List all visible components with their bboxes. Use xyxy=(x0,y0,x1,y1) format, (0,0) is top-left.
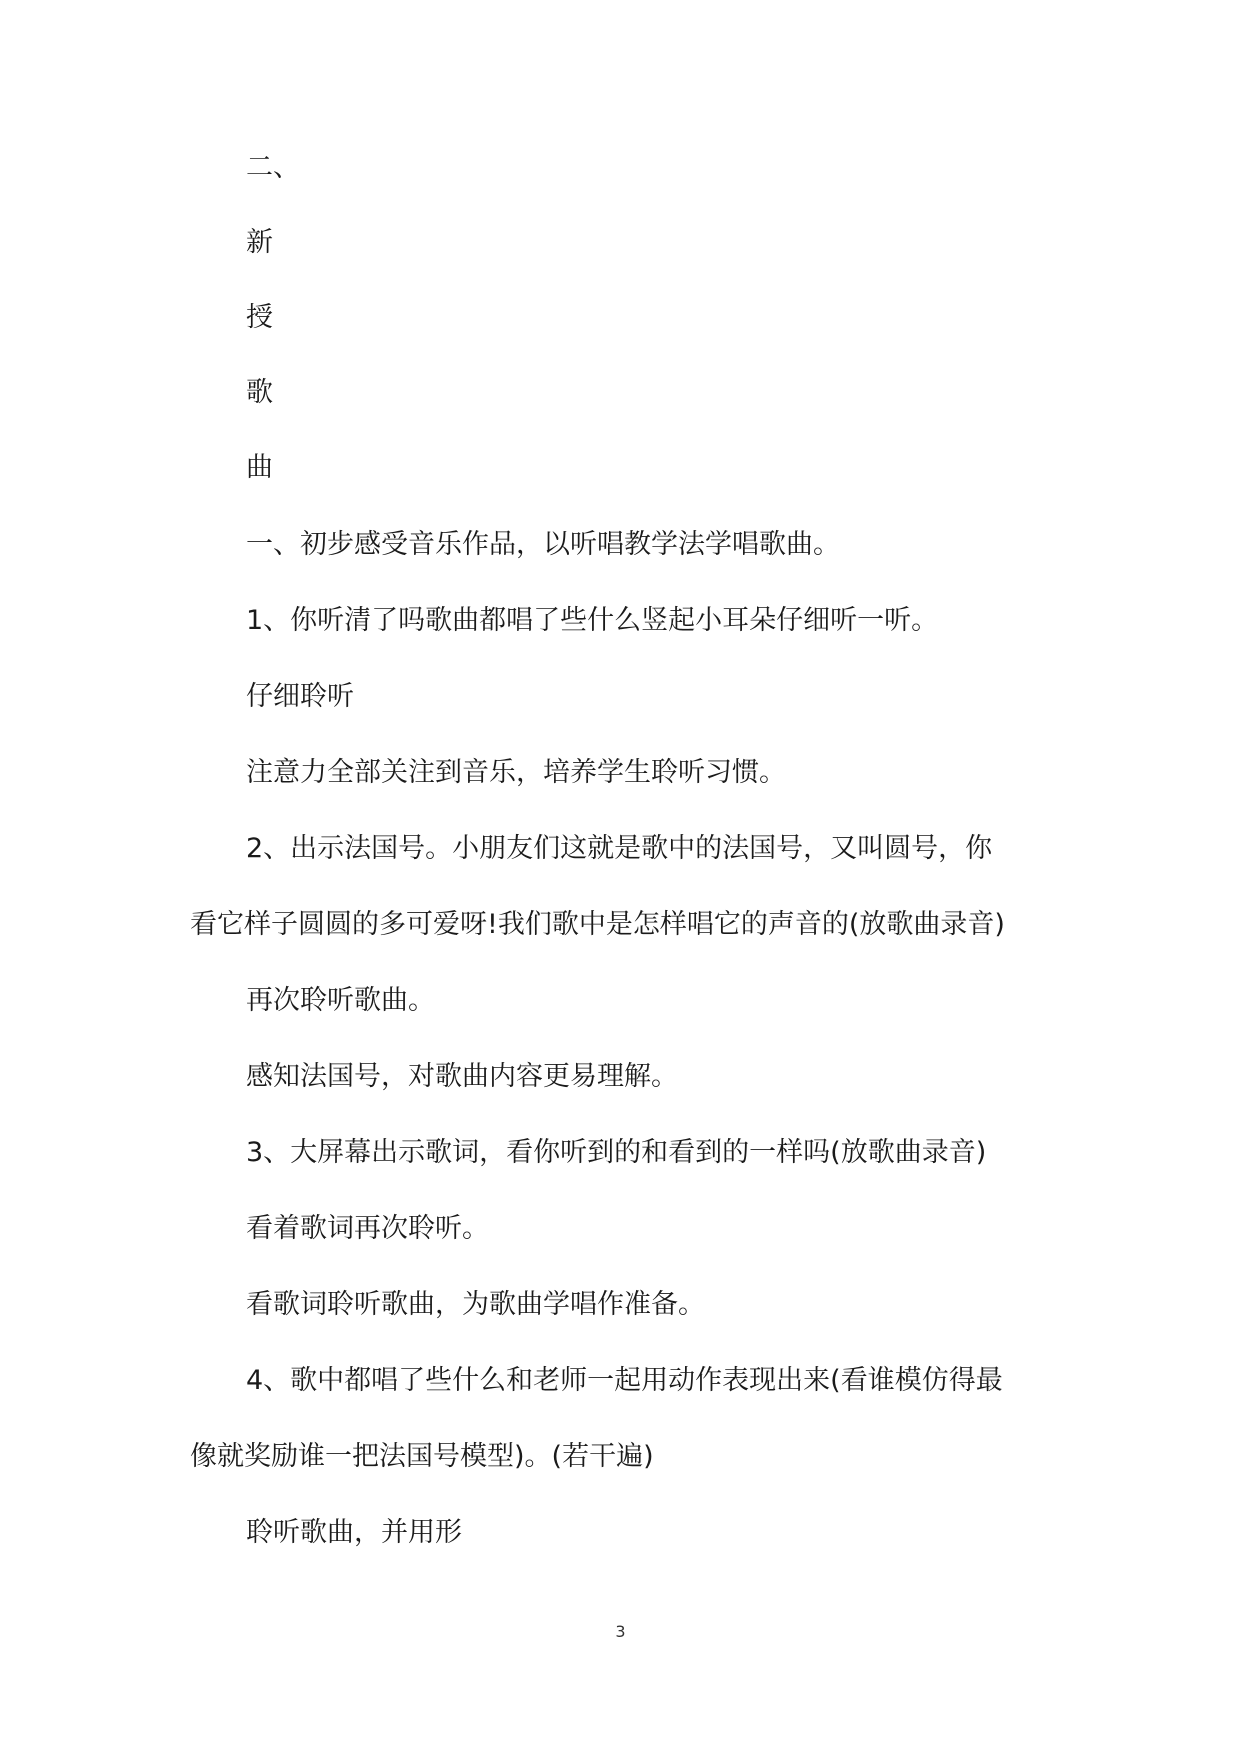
heading-char-xin: 新 xyxy=(246,227,273,258)
step-2-text: 2、出示法国号。小朋友们这就是歌中的法国号，又叫圆号，你 xyxy=(246,833,993,864)
step-1-activity: 仔细聆听 xyxy=(246,681,354,712)
step-3-activity: 看着歌词再次聆听。 xyxy=(246,1213,489,1244)
page-number: 3 xyxy=(615,1622,626,1641)
step-3-purpose: 看歌词聆听歌曲，为歌曲学唱作准备。 xyxy=(246,1289,705,1320)
step-2-activity: 再次聆听歌曲。 xyxy=(246,985,435,1016)
heading-char-shou: 授 xyxy=(246,302,273,333)
step-2-purpose: 感知法国号，对歌曲内容更易理解。 xyxy=(246,1061,678,1092)
heading-char-qu: 曲 xyxy=(246,452,273,483)
section-one-title: 一、初步感受音乐作品，以听唱教学法学唱歌曲。 xyxy=(246,529,840,560)
step-4-text: 4、歌中都唱了些什么和老师一起用动作表现出来(看谁模仿得最 xyxy=(246,1365,1003,1396)
step-1-purpose: 注意力全部关注到音乐，培养学生聆听习惯。 xyxy=(246,757,786,788)
step-4-text-continued: 像就奖励谁一把法国号模型)。(若干遍) xyxy=(190,1441,654,1472)
step-2-text-continued: 看它样子圆圆的多可爱呀!我们歌中是怎样唱它的声音的(放歌曲录音) xyxy=(190,909,1005,940)
step-3-text: 3、大屏幕出示歌词，看你听到的和看到的一样吗(放歌曲录音) xyxy=(246,1137,987,1168)
step-4-activity: 聆听歌曲，并用形 xyxy=(246,1517,462,1548)
heading-char-ge: 歌 xyxy=(246,377,273,408)
heading-part-2: 二、 xyxy=(246,152,300,183)
step-1-text: 1、你听清了吗歌曲都唱了些什么竖起小耳朵仔细听一听。 xyxy=(246,605,939,636)
